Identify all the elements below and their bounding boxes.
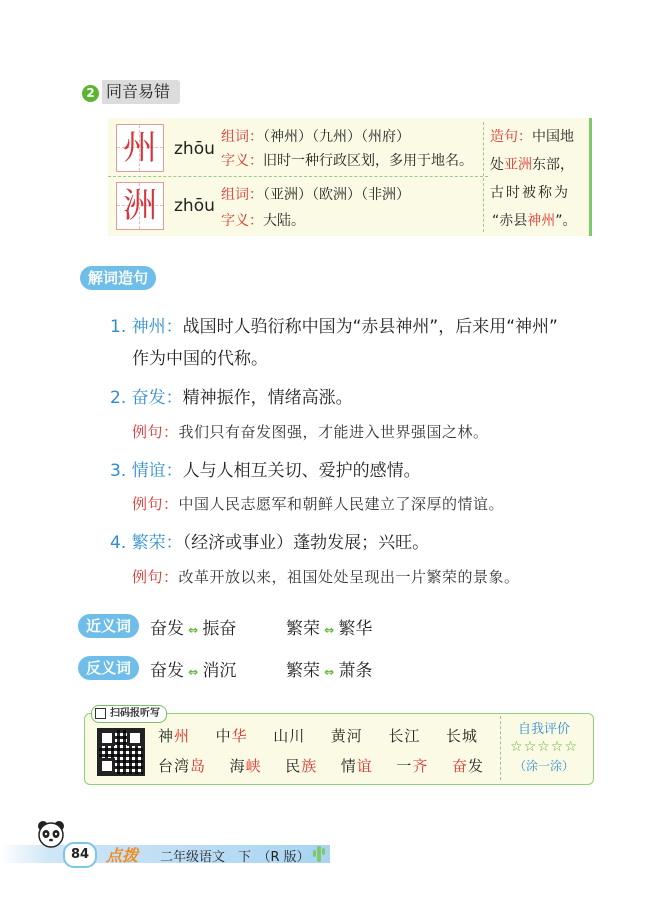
definition: （经济或事业）蓬勃发展；兴旺。 xyxy=(182,533,430,553)
character-grid-zhou2 xyxy=(116,182,164,230)
book-title: 二年级语文 下 （R 版） xyxy=(160,850,310,865)
panda-mascot-icon xyxy=(34,818,68,852)
example-label: 造句： xyxy=(490,129,532,145)
word: 奋发 xyxy=(150,661,184,681)
page-number: 84 xyxy=(63,842,97,868)
example-sentence-4 xyxy=(132,566,520,587)
term-line-4 xyxy=(110,528,429,553)
section-number-badge: 2 xyxy=(82,85,99,102)
term: 2. 奋发： xyxy=(110,388,183,408)
scan-dictation-label[interactable]: 扫码报听写 xyxy=(91,705,167,723)
example-sentence-2 xyxy=(132,421,489,442)
meaning-line xyxy=(221,150,473,170)
pinyin: zhōu xyxy=(174,196,215,216)
word-group-line xyxy=(221,184,410,204)
dictation-word: 中华 xyxy=(215,727,248,745)
example-line-2 xyxy=(490,154,574,174)
dictation-word: 奋发 xyxy=(451,757,484,775)
example-text: 中国地 xyxy=(532,129,574,145)
meaning-line xyxy=(221,210,305,230)
definition: 人与人相互关切、爱护的感情。 xyxy=(182,461,421,481)
character: 洲 xyxy=(123,186,157,226)
term: 1. 神州： xyxy=(110,317,183,337)
synonym-connector-icon: ⇔ xyxy=(320,623,339,637)
brand-logo: 点拨 xyxy=(106,846,139,865)
example-highlight: 亚洲 xyxy=(504,157,532,173)
pinyin: zhōu xyxy=(174,139,215,159)
homophone-table xyxy=(108,118,592,236)
antonyms-label: 反义词 xyxy=(78,656,139,680)
dictation-word: 情谊 xyxy=(340,757,373,775)
word: 消沉 xyxy=(202,661,237,681)
meaning-label: 字义： xyxy=(221,153,263,169)
row-divider xyxy=(108,176,488,177)
term: 3. 情谊： xyxy=(110,461,183,481)
antonym-connector-icon: ⇔ xyxy=(320,665,339,679)
synonym-connector-icon: ⇔ xyxy=(184,623,203,637)
qr-code-icon[interactable] xyxy=(97,728,145,776)
word: 繁荣 xyxy=(286,661,320,681)
dictation-word: 黄河 xyxy=(330,727,363,745)
term: 4. 繁荣： xyxy=(110,533,183,553)
example-text: 处 xyxy=(490,157,504,173)
example-text: “赤县 xyxy=(492,213,528,229)
synonyms-label: 近义词 xyxy=(78,614,139,638)
cactus-icon xyxy=(312,844,326,862)
self-eval-note: （涂一涂） xyxy=(513,759,574,773)
word-group-text: （神州）（九州）（州府） xyxy=(263,129,410,145)
term-line-3 xyxy=(110,456,421,481)
self-eval-title: 自我评价 xyxy=(517,722,570,737)
dictation-word: 海峡 xyxy=(229,757,262,775)
dictation-word: 一齐 xyxy=(396,757,429,775)
example-label: 例句： xyxy=(132,423,179,441)
word: 振奋 xyxy=(202,619,237,639)
word: 奋发 xyxy=(150,619,184,639)
rating-stars[interactable]: ☆☆☆☆☆ xyxy=(510,739,578,755)
term-line-1-cont: 作为中国的代称。 xyxy=(132,349,268,369)
dictation-row-1 xyxy=(158,725,478,746)
word-group-text: （亚洲）（欧洲）（非洲） xyxy=(263,187,410,203)
meaning-label: 字义： xyxy=(221,213,263,229)
antonym-connector-icon: ⇔ xyxy=(184,665,203,679)
table-edge-bar xyxy=(589,118,592,236)
example-text: 中国人民志愿军和朝鲜人民建立了深厚的情谊。 xyxy=(178,495,505,513)
definition: 精神振作，情绪高涨。 xyxy=(182,388,353,408)
dictation-row-2 xyxy=(158,755,484,776)
example-text: 古时被称为 xyxy=(490,185,570,201)
definition: 战国时人驺衍称中国为“赤县神州”，后来用“神州” xyxy=(182,317,558,337)
word: 繁荣 xyxy=(286,619,320,639)
synonym-pair-2 xyxy=(286,614,372,639)
dictation-word: 长城 xyxy=(445,727,478,745)
dictation-word: 神州 xyxy=(158,727,191,745)
example-text: ”。 xyxy=(555,213,577,229)
antonym-pair-2 xyxy=(286,656,372,681)
word-group-label: 组词： xyxy=(221,187,263,203)
word: 萧条 xyxy=(338,661,373,681)
column-divider xyxy=(483,122,484,232)
dictation-word: 长江 xyxy=(388,727,421,745)
example-line-4 xyxy=(492,210,577,230)
dictation-word: 民族 xyxy=(285,757,318,775)
word: 繁华 xyxy=(338,619,373,639)
example-label: 例句： xyxy=(132,568,179,586)
example-sentence-3 xyxy=(132,493,504,514)
example-label: 例句： xyxy=(132,495,179,513)
word-group-line xyxy=(221,126,410,146)
synonym-pair-1 xyxy=(150,614,236,639)
term-line-1 xyxy=(110,312,558,337)
character-grid-zhou1 xyxy=(116,124,164,172)
example-text: 改革开放以来，祖国处处呈现出一片繁荣的景象。 xyxy=(178,568,520,586)
section-title: 同音易错 xyxy=(102,80,180,104)
explain-section-title: 解词造句 xyxy=(80,266,156,290)
example-text: 东部， xyxy=(532,157,574,173)
example-text: 我们只有奋发图强，才能进入世界强国之林。 xyxy=(178,423,489,441)
self-evaluation xyxy=(500,716,587,780)
dictation-word: 山川 xyxy=(273,727,306,745)
character: 州 xyxy=(123,128,157,168)
example-line-1 xyxy=(490,126,574,146)
word-group-label: 组词： xyxy=(221,129,263,145)
scan-icon xyxy=(95,708,106,719)
meaning-text: 大陆。 xyxy=(263,213,305,229)
dictation-word: 台湾岛 xyxy=(158,757,207,775)
example-line-3 xyxy=(490,182,570,202)
meaning-text: 旧时一种行政区划，多用于地名。 xyxy=(263,153,473,169)
term-line-2 xyxy=(110,383,353,408)
antonym-pair-1 xyxy=(150,656,236,681)
example-highlight: 神州 xyxy=(527,213,556,229)
